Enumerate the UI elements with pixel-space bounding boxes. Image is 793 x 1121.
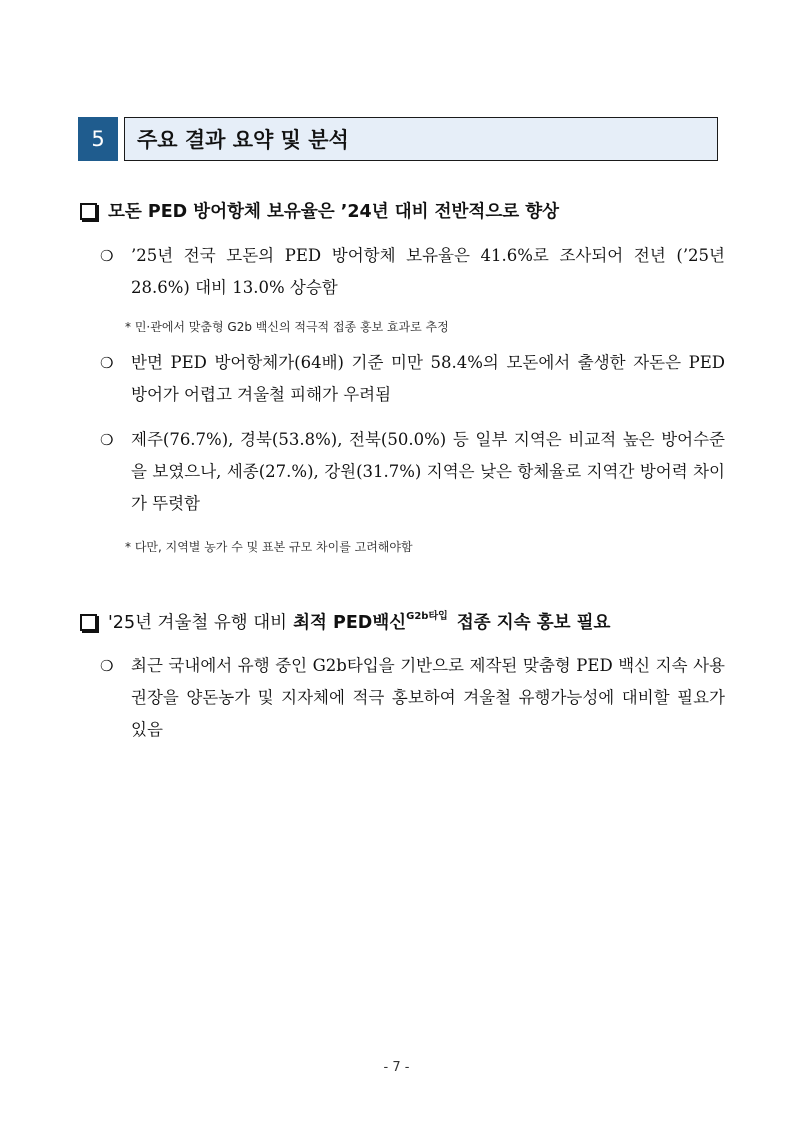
circle-bullet-icon: ❍: [100, 657, 114, 675]
heading-antibody-rate: [80, 198, 559, 223]
footnote: * 민·관에서 맞춤형 G2b 백신의 적극적 접종 홍보 효과로 추정: [125, 320, 449, 334]
bullet-text: ’25년 전국 모돈의 PED 방어항체 보유율은 41.6%로 조사되어 전년 (’25년 28.6%) 대비 13.0% 상승함: [131, 246, 725, 297]
section-number: 5: [78, 117, 118, 161]
heading-suffix: 접종 지속 홍보 필요: [456, 613, 611, 633]
heading-prefix: '25년 겨울철 유행 대비: [108, 613, 288, 633]
bullet-text: 제주(76.7%), 경북(53.8%), 전북(50.0%) 등 일부 지역은 비교적 높은 방어수준을 보였으나, 세종(27.%), 강원(31.7%) 지역은 낮은 항체율로 지역간 방어력 차이가 뚜렷함: [131, 430, 725, 513]
checkbox-bullet-icon: [80, 614, 97, 631]
circle-bullet-icon: ❍: [100, 354, 114, 372]
section-header: [78, 117, 718, 161]
bullet-text: 최근 국내에서 유행 중인 G2b타입을 기반으로 제작된 맞춤형 PED 백신 지속 사용 권장을 양돈농가 및 지자체에 적극 홍보하여 겨울철 유행가능성에 대비할 필요가 있음: [131, 656, 725, 739]
section-title: 주요 결과 요약 및 분석: [124, 117, 718, 161]
circle-bullet-icon: ❍: [100, 431, 114, 449]
bullet-item: [100, 650, 725, 746]
bullet-text: 반면 PED 방어항체가(64배) 기준 미만 58.4%의 모돈에서 출생한 자돈은 PED 방어가 어렵고 겨울철 피해가 우려됨: [131, 353, 725, 404]
page-number: - 7 -: [383, 1060, 410, 1075]
heading-vaccine-promotion: [80, 609, 610, 634]
circle-bullet-icon: ❍: [100, 247, 114, 265]
bullet-item: [100, 424, 725, 520]
heading-text: 모돈 PED 방어항체 보유율은 ’24년 대비 전반적으로 향상: [108, 202, 560, 222]
bullet-item: [100, 240, 725, 304]
bullet-item: [100, 347, 725, 411]
checkbox-bullet-icon: [80, 203, 97, 220]
footnote: * 다만, 지역별 농가 수 및 표본 규모 차이를 고려해야함: [125, 540, 413, 554]
heading-bold-part: 최적 PED백신: [293, 613, 407, 633]
heading-superscript: G2b타입: [406, 611, 448, 622]
